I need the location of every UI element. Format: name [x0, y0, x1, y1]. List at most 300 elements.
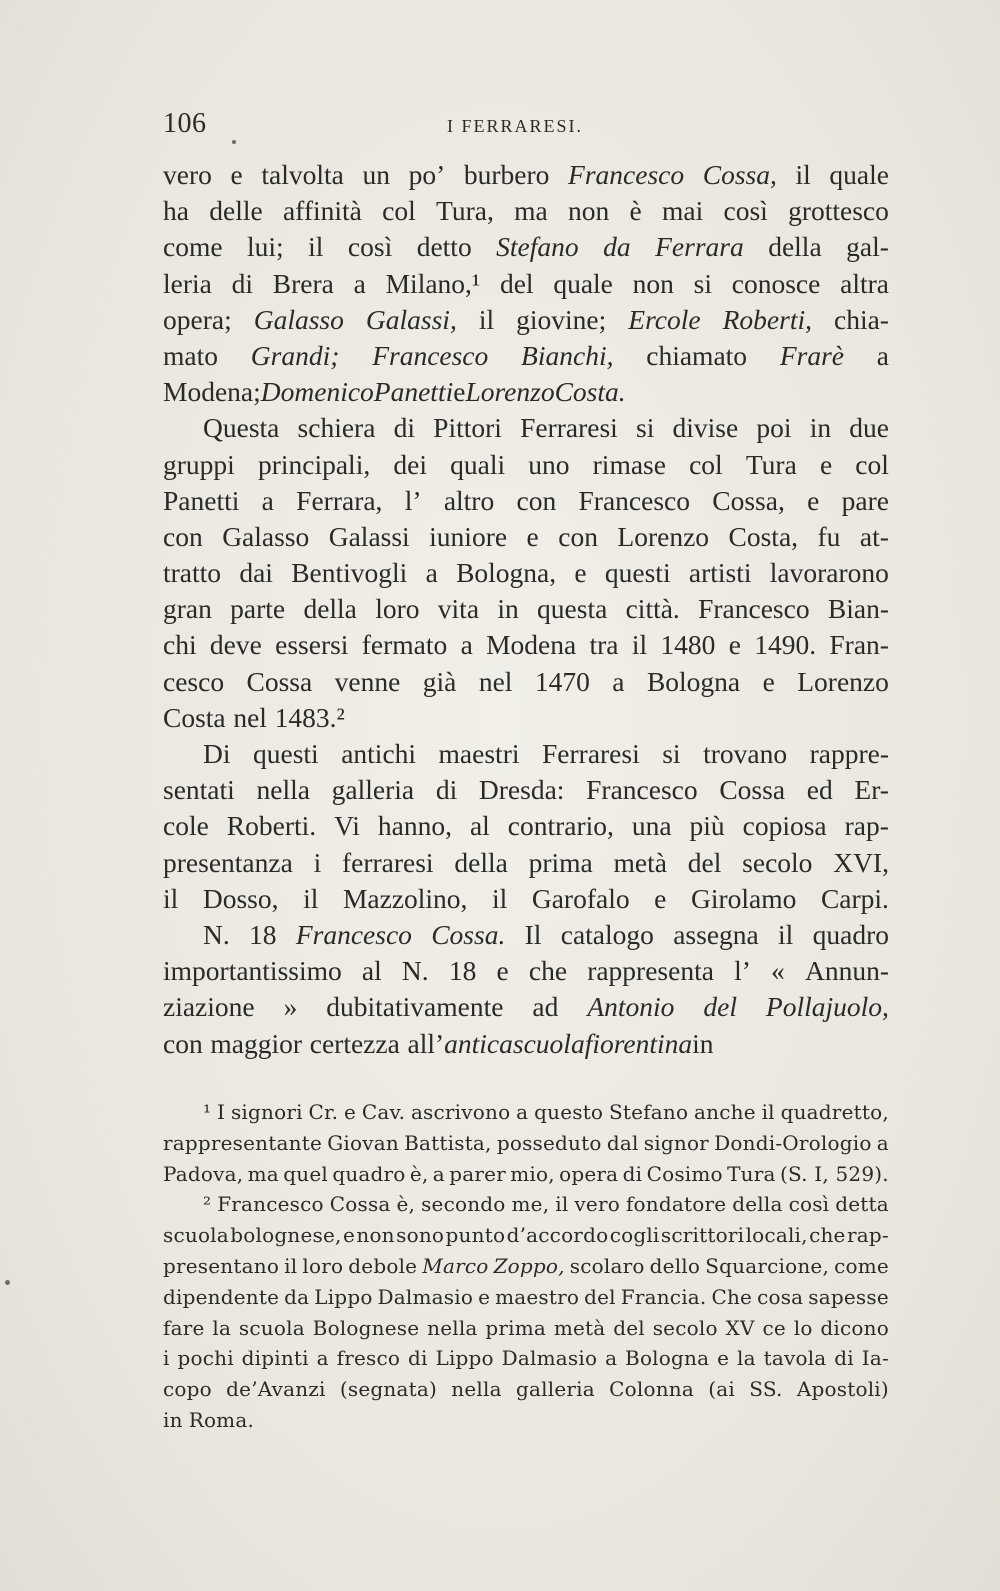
body-word: il — [492, 882, 508, 914]
body-word: cole — [163, 810, 209, 842]
footnote-word: XV — [725, 1315, 755, 1340]
body-word: catalogo — [560, 918, 654, 950]
body-word: 18 — [249, 918, 277, 950]
footnote-word: I — [217, 1100, 226, 1124]
body-word: ferraresi — [341, 846, 434, 878]
body-word: e — [807, 484, 820, 516]
footnote-word: parer — [449, 1161, 506, 1186]
body-word: mato — [163, 339, 218, 371]
footnote-word: Tura — [727, 1161, 776, 1186]
body-word: Carpi. — [820, 882, 889, 914]
footnote-word: copo — [163, 1377, 212, 1402]
footnote-word: Francia. — [620, 1284, 707, 1309]
body-line — [163, 917, 889, 953]
body-word: conosce — [731, 267, 821, 299]
footnote-word: quadro — [332, 1161, 406, 1186]
footnote-word: bolognese, — [230, 1223, 342, 1248]
body-word: tratto — [163, 557, 222, 589]
body-word: il — [631, 629, 648, 661]
body-word: in — [809, 412, 832, 444]
body-line — [163, 700, 889, 736]
footnote-word: detta — [835, 1192, 889, 1217]
body-word: così — [723, 195, 768, 227]
body-word: città. — [625, 593, 680, 625]
footnote-word: Cr. — [308, 1100, 339, 1124]
body-line — [163, 555, 889, 591]
body-word: quali — [450, 448, 506, 480]
body-word: da — [603, 231, 631, 263]
footnote-word: secolo — [652, 1315, 718, 1340]
body-word: parte — [230, 593, 286, 625]
footnote-word: prima — [485, 1315, 547, 1340]
body-word: Ferrara — [655, 231, 744, 263]
footnote-word: de’Avanzi — [226, 1377, 326, 1402]
body-word: Fran- — [829, 629, 889, 661]
footnote-word: Roma. — [188, 1407, 255, 1432]
body-word: Domenico — [260, 376, 374, 408]
body-word: trovano — [703, 738, 788, 769]
footnote-word: anche — [694, 1100, 756, 1124]
body-word: Bianchi, — [521, 339, 614, 371]
footnote-word: da — [284, 1284, 310, 1309]
body-line — [163, 266, 889, 302]
body-word: Milano,¹ — [385, 267, 481, 299]
body-word: il — [303, 882, 319, 914]
body-word: quadro — [812, 918, 889, 950]
body-word: è — [629, 195, 642, 227]
body-word: Francesco — [698, 593, 810, 625]
footnote-line — [163, 1128, 889, 1159]
body-word: importantissimo — [163, 955, 342, 987]
body-word: Bian- — [827, 593, 889, 625]
body-word: quale — [829, 159, 889, 190]
footnote-word: di — [622, 1161, 643, 1186]
footnote-line — [163, 1313, 889, 1344]
footnote-word: a — [316, 1346, 329, 1371]
body-word: Francesco — [568, 159, 685, 190]
footnote-word: il — [284, 1253, 298, 1278]
body-word: fiorentina — [584, 1027, 693, 1059]
footnote-word: fare — [163, 1315, 205, 1340]
body-word: dai — [239, 557, 273, 589]
footnote-word: ² — [203, 1192, 212, 1217]
footnote-word: di — [408, 1346, 428, 1371]
footnote-word: è, — [396, 1192, 416, 1217]
body-line — [163, 374, 889, 410]
body-word: chia- — [834, 303, 889, 335]
footnote-word: opera — [559, 1161, 619, 1186]
footnote-word: Cossa — [329, 1192, 391, 1217]
body-line — [163, 736, 889, 772]
footnote-word: Apostoli) — [796, 1377, 889, 1402]
body-line — [163, 1026, 889, 1062]
footnote-word: i — [163, 1346, 170, 1371]
body-word: maestri — [438, 738, 520, 769]
body-word: Brera — [272, 267, 334, 299]
body-word: altro — [443, 484, 495, 516]
body-word: Lorenzo — [617, 520, 710, 552]
footnote-word: dipinti — [241, 1346, 309, 1371]
body-word: iuniore — [429, 520, 508, 552]
footnote-word: ¹ — [203, 1100, 212, 1124]
footnote-word: Francesco — [217, 1192, 324, 1217]
body-word: col — [382, 195, 416, 227]
footnote-word: non — [356, 1223, 395, 1248]
body-word: Ferrara, — [296, 484, 383, 516]
body-word: Ferraresi — [520, 412, 618, 444]
body-word: Ercole — [628, 303, 701, 335]
body-word: a — [876, 339, 889, 371]
body-word: presentanza — [163, 846, 293, 878]
body-word: non — [567, 195, 610, 227]
footnote-word: Colonna — [609, 1377, 694, 1402]
body-word: Francesco — [372, 339, 489, 371]
footnote-line — [163, 1097, 889, 1128]
body-word: l’ — [734, 955, 751, 987]
body-word: Bentivogli — [291, 557, 408, 589]
body-word: dei — [393, 448, 427, 480]
body-line — [163, 447, 889, 483]
footnote-word: Battista, — [404, 1130, 492, 1155]
footnote-word: scuola — [238, 1315, 305, 1340]
footnote-word: Squarcione, — [705, 1253, 830, 1278]
body-word: il — [795, 159, 811, 190]
running-title: I FERRARESI. — [447, 116, 584, 136]
body-word: gran — [163, 593, 212, 625]
footnote-word: nella — [451, 1377, 502, 1402]
footnote-word: me, — [511, 1192, 550, 1217]
body-word: rappresenta — [587, 955, 714, 987]
body-word: Ferraresi — [542, 738, 640, 769]
body-word: Modena; — [163, 376, 261, 408]
body-word: a — [460, 629, 473, 661]
body-word: questi — [604, 557, 671, 589]
body-line — [163, 808, 889, 844]
body-word: venne — [334, 665, 401, 697]
body-word: uno — [528, 448, 570, 480]
footnote-word: Dalmasio — [377, 1284, 474, 1309]
body-word: si — [662, 738, 681, 769]
body-word: Roberti. — [226, 810, 317, 842]
body-word: una — [631, 810, 672, 842]
footnote-word: la — [737, 1346, 756, 1371]
footnote-word: Bolognese — [312, 1315, 420, 1340]
body-word: fermato — [361, 629, 448, 661]
footnote-word: Zoppo, — [493, 1253, 565, 1278]
footnote-line — [163, 1343, 889, 1374]
footnote-word: mio, — [510, 1161, 555, 1186]
body-word: della — [454, 846, 508, 878]
body-word: Mazzolino, — [342, 882, 468, 914]
footnote-word: la — [212, 1315, 232, 1340]
body-word: della — [303, 593, 357, 625]
body-word: Costa — [163, 701, 226, 733]
body-word: Galassi, — [365, 303, 457, 335]
footnote-word: lo — [793, 1315, 813, 1340]
body-word: 1480 — [660, 629, 716, 661]
footnote-word: il — [761, 1100, 775, 1124]
body-word: Costa. — [554, 376, 626, 408]
body-word: N. — [401, 955, 429, 987]
body-word: divise — [672, 412, 739, 444]
footnote-word: scrittori — [660, 1223, 745, 1248]
body-word: lui; — [247, 231, 284, 263]
footnote-word: Ia- — [861, 1346, 889, 1371]
body-word: chi — [163, 629, 197, 661]
footnote-word: dipendente — [163, 1284, 280, 1309]
body-word: col — [689, 448, 723, 480]
body-word: e — [230, 159, 243, 190]
body-word: deve — [209, 629, 262, 661]
body-word: » — [283, 991, 298, 1023]
body-word: XVI, — [833, 846, 889, 878]
body-word: nella — [256, 774, 310, 806]
footnote-word: quel — [283, 1161, 328, 1186]
body-word: 1490. — [754, 629, 817, 661]
body-word: di — [393, 412, 415, 444]
body-word: pare — [841, 484, 889, 516]
body-word: Er- — [854, 774, 889, 806]
footnote-word: cosa — [757, 1284, 804, 1309]
body-word: in — [692, 1027, 714, 1059]
body-word: si — [693, 267, 712, 299]
body-word: grottesco — [788, 195, 889, 227]
body-word: Lorenzo — [465, 376, 555, 408]
ink-speck — [232, 140, 236, 144]
footnote-word: Lippo — [314, 1284, 373, 1309]
footnote-line — [163, 1405, 889, 1436]
body-word: nel — [233, 701, 267, 733]
footnote-word: scuola — [163, 1223, 229, 1248]
body-word: Bologna, — [456, 557, 557, 589]
body-word: dubitativamente — [326, 991, 504, 1023]
footnote-word: a — [516, 1100, 529, 1124]
body-line — [163, 772, 889, 808]
footnote-word: vero — [574, 1192, 620, 1217]
body-word: Galasso — [253, 303, 344, 335]
body-word: Panetti — [163, 484, 240, 516]
footnote-word: Padova, — [163, 1161, 244, 1186]
footnote-word: ce — [762, 1315, 786, 1340]
body-word: al — [361, 955, 382, 987]
body-word: si — [636, 412, 655, 444]
body-word: della — [768, 231, 822, 263]
body-word: « — [771, 955, 785, 987]
body-word: Bologna — [646, 665, 741, 697]
footnote-word: maestro — [495, 1284, 580, 1309]
footnote-word: galleria — [516, 1377, 595, 1402]
body-line — [163, 881, 889, 917]
body-line — [163, 157, 889, 193]
footnote-word: a — [605, 1346, 618, 1371]
body-word: questa — [537, 593, 608, 625]
body-word: Stefano — [496, 231, 579, 263]
body-word: Tura — [745, 448, 797, 480]
body-word: antichi — [341, 738, 417, 769]
footnote-word: in — [163, 1407, 183, 1432]
footnote-word: rappresentante — [163, 1130, 322, 1155]
body-word: Costa, — [728, 520, 799, 552]
body-word: lavorarono — [769, 557, 889, 589]
body-word: di — [231, 267, 254, 299]
body-word: il — [478, 303, 495, 335]
body-word: schiera — [297, 412, 376, 444]
body-word: scuola — [512, 1027, 585, 1059]
footnote-word: ascrivono — [410, 1100, 511, 1124]
footnote-word: (segnata) — [339, 1377, 437, 1402]
body-word: Tura, — [436, 195, 494, 227]
body-word: affinità — [282, 195, 362, 227]
body-word: maggior — [210, 1027, 303, 1059]
body-word: più — [689, 810, 725, 842]
body-word: detto — [416, 231, 472, 263]
footnote-word: del — [584, 1284, 616, 1309]
body-word: tra — [589, 629, 619, 661]
body-word: in — [497, 593, 519, 625]
footnote-word: (S. I, 529). — [779, 1161, 889, 1186]
body-word: Cossa, — [702, 159, 777, 190]
body-word: come — [163, 231, 223, 263]
body-word: Antonio — [587, 991, 675, 1023]
body-word: principali, — [257, 448, 371, 480]
footnote-word: sapesse — [808, 1284, 889, 1309]
body-word: burbero — [463, 159, 550, 190]
body-word: al — [469, 810, 490, 842]
body-word: ma — [514, 195, 548, 227]
body-word: delle — [209, 195, 263, 227]
body-word: del — [687, 846, 722, 878]
body-word: a — [261, 484, 274, 516]
body-word: vita — [437, 593, 480, 625]
body-word: col — [855, 448, 889, 480]
body-word: sentati — [163, 774, 235, 806]
body-word: Panetti — [373, 376, 454, 408]
body-text — [163, 157, 889, 1062]
body-word: Cossa — [719, 774, 786, 806]
body-line — [163, 989, 889, 1025]
body-line — [163, 953, 889, 989]
body-word: Pollajuolo, — [765, 991, 889, 1023]
footnote-word: Lippo — [435, 1346, 494, 1371]
body-word: Lorenzo — [797, 665, 889, 697]
body-word: di — [435, 774, 458, 806]
body-word: Francesco — [578, 484, 690, 516]
footnote-word: che — [809, 1223, 846, 1248]
body-word: a — [612, 665, 625, 697]
body-word: rappre- — [809, 738, 889, 769]
footnote-word: del — [613, 1315, 645, 1340]
footnote-word: e — [343, 1100, 356, 1124]
body-word: Garofalo — [531, 882, 630, 914]
body-word: e — [526, 520, 539, 552]
footnote-word: signor — [643, 1130, 709, 1155]
body-word: vero — [163, 159, 212, 190]
body-word: contrario, — [507, 810, 614, 842]
body-word: essersi — [275, 629, 349, 661]
body-word: Cossa. — [431, 918, 506, 950]
footnote-word: loro — [302, 1253, 344, 1278]
footnote-word: di — [834, 1346, 854, 1371]
body-word: secolo — [742, 846, 813, 878]
body-word: opera; — [163, 303, 232, 335]
body-word: all’ — [407, 1027, 445, 1059]
body-word: Di — [203, 738, 231, 769]
footnote-word: tavola — [763, 1346, 827, 1371]
body-word: con — [163, 1027, 203, 1059]
footnote-word: è, — [409, 1161, 429, 1186]
body-word: Cossa, — [712, 484, 785, 516]
body-word: non — [632, 267, 674, 299]
footnote-word: debole — [348, 1253, 418, 1278]
body-line — [163, 193, 889, 229]
footnote-word: nella — [427, 1315, 478, 1340]
body-word: poi — [756, 412, 792, 444]
body-word: il — [163, 882, 179, 914]
footnote-word: questo — [534, 1100, 604, 1124]
body-word: hanno, — [377, 810, 452, 842]
body-word: Francesco — [586, 774, 698, 806]
footnote-word: SS. — [749, 1377, 783, 1402]
footnote-word: e — [342, 1223, 355, 1248]
body-word: ed — [806, 774, 833, 806]
footnote-line — [163, 1374, 889, 1405]
body-word: leria — [163, 267, 212, 299]
body-line — [163, 519, 889, 555]
footnote-word: quadretto, — [780, 1100, 889, 1124]
body-word: chiamato — [646, 339, 748, 371]
footnote-word: Giovan — [327, 1130, 399, 1155]
page-header — [163, 108, 889, 148]
body-word: a — [353, 267, 366, 299]
footnote-word: dal — [606, 1130, 639, 1155]
body-word: l’ — [404, 484, 422, 516]
body-word: cesco — [163, 665, 225, 697]
body-word: con — [558, 520, 598, 552]
body-word: Modena — [486, 629, 577, 661]
body-word: Pittori — [433, 412, 502, 444]
body-word: altra — [840, 267, 889, 299]
footnote-word: e — [717, 1346, 730, 1371]
body-word: Il — [524, 918, 542, 950]
body-word: Annun- — [804, 955, 889, 987]
body-line — [163, 591, 889, 627]
footnote-word: d’accordo — [506, 1223, 609, 1248]
footnote-line — [163, 1189, 889, 1220]
body-word: certezza — [309, 1027, 400, 1059]
body-line — [163, 664, 889, 700]
footnote-word: presentano — [163, 1253, 280, 1278]
body-word: e — [496, 955, 509, 987]
footnote-word: Marco — [422, 1253, 489, 1278]
body-word: del — [499, 267, 534, 299]
body-word: e — [819, 448, 833, 480]
footnote-line — [163, 1282, 889, 1313]
body-word: giovine; — [516, 303, 607, 335]
body-word: che — [528, 955, 568, 987]
body-word: con — [516, 484, 557, 516]
footnote-word: fondatore — [625, 1192, 727, 1217]
body-line — [163, 338, 889, 374]
body-word: 18 — [448, 955, 477, 987]
footnote-word: Bologna — [625, 1346, 710, 1371]
body-word: Dresda: — [478, 774, 565, 806]
footnote-word: come — [834, 1253, 889, 1278]
body-word: po’ — [408, 159, 446, 190]
body-word: Girolamo — [690, 882, 797, 914]
body-word: questi — [253, 738, 319, 769]
body-word: e — [728, 629, 741, 661]
body-word: metà — [613, 846, 667, 878]
